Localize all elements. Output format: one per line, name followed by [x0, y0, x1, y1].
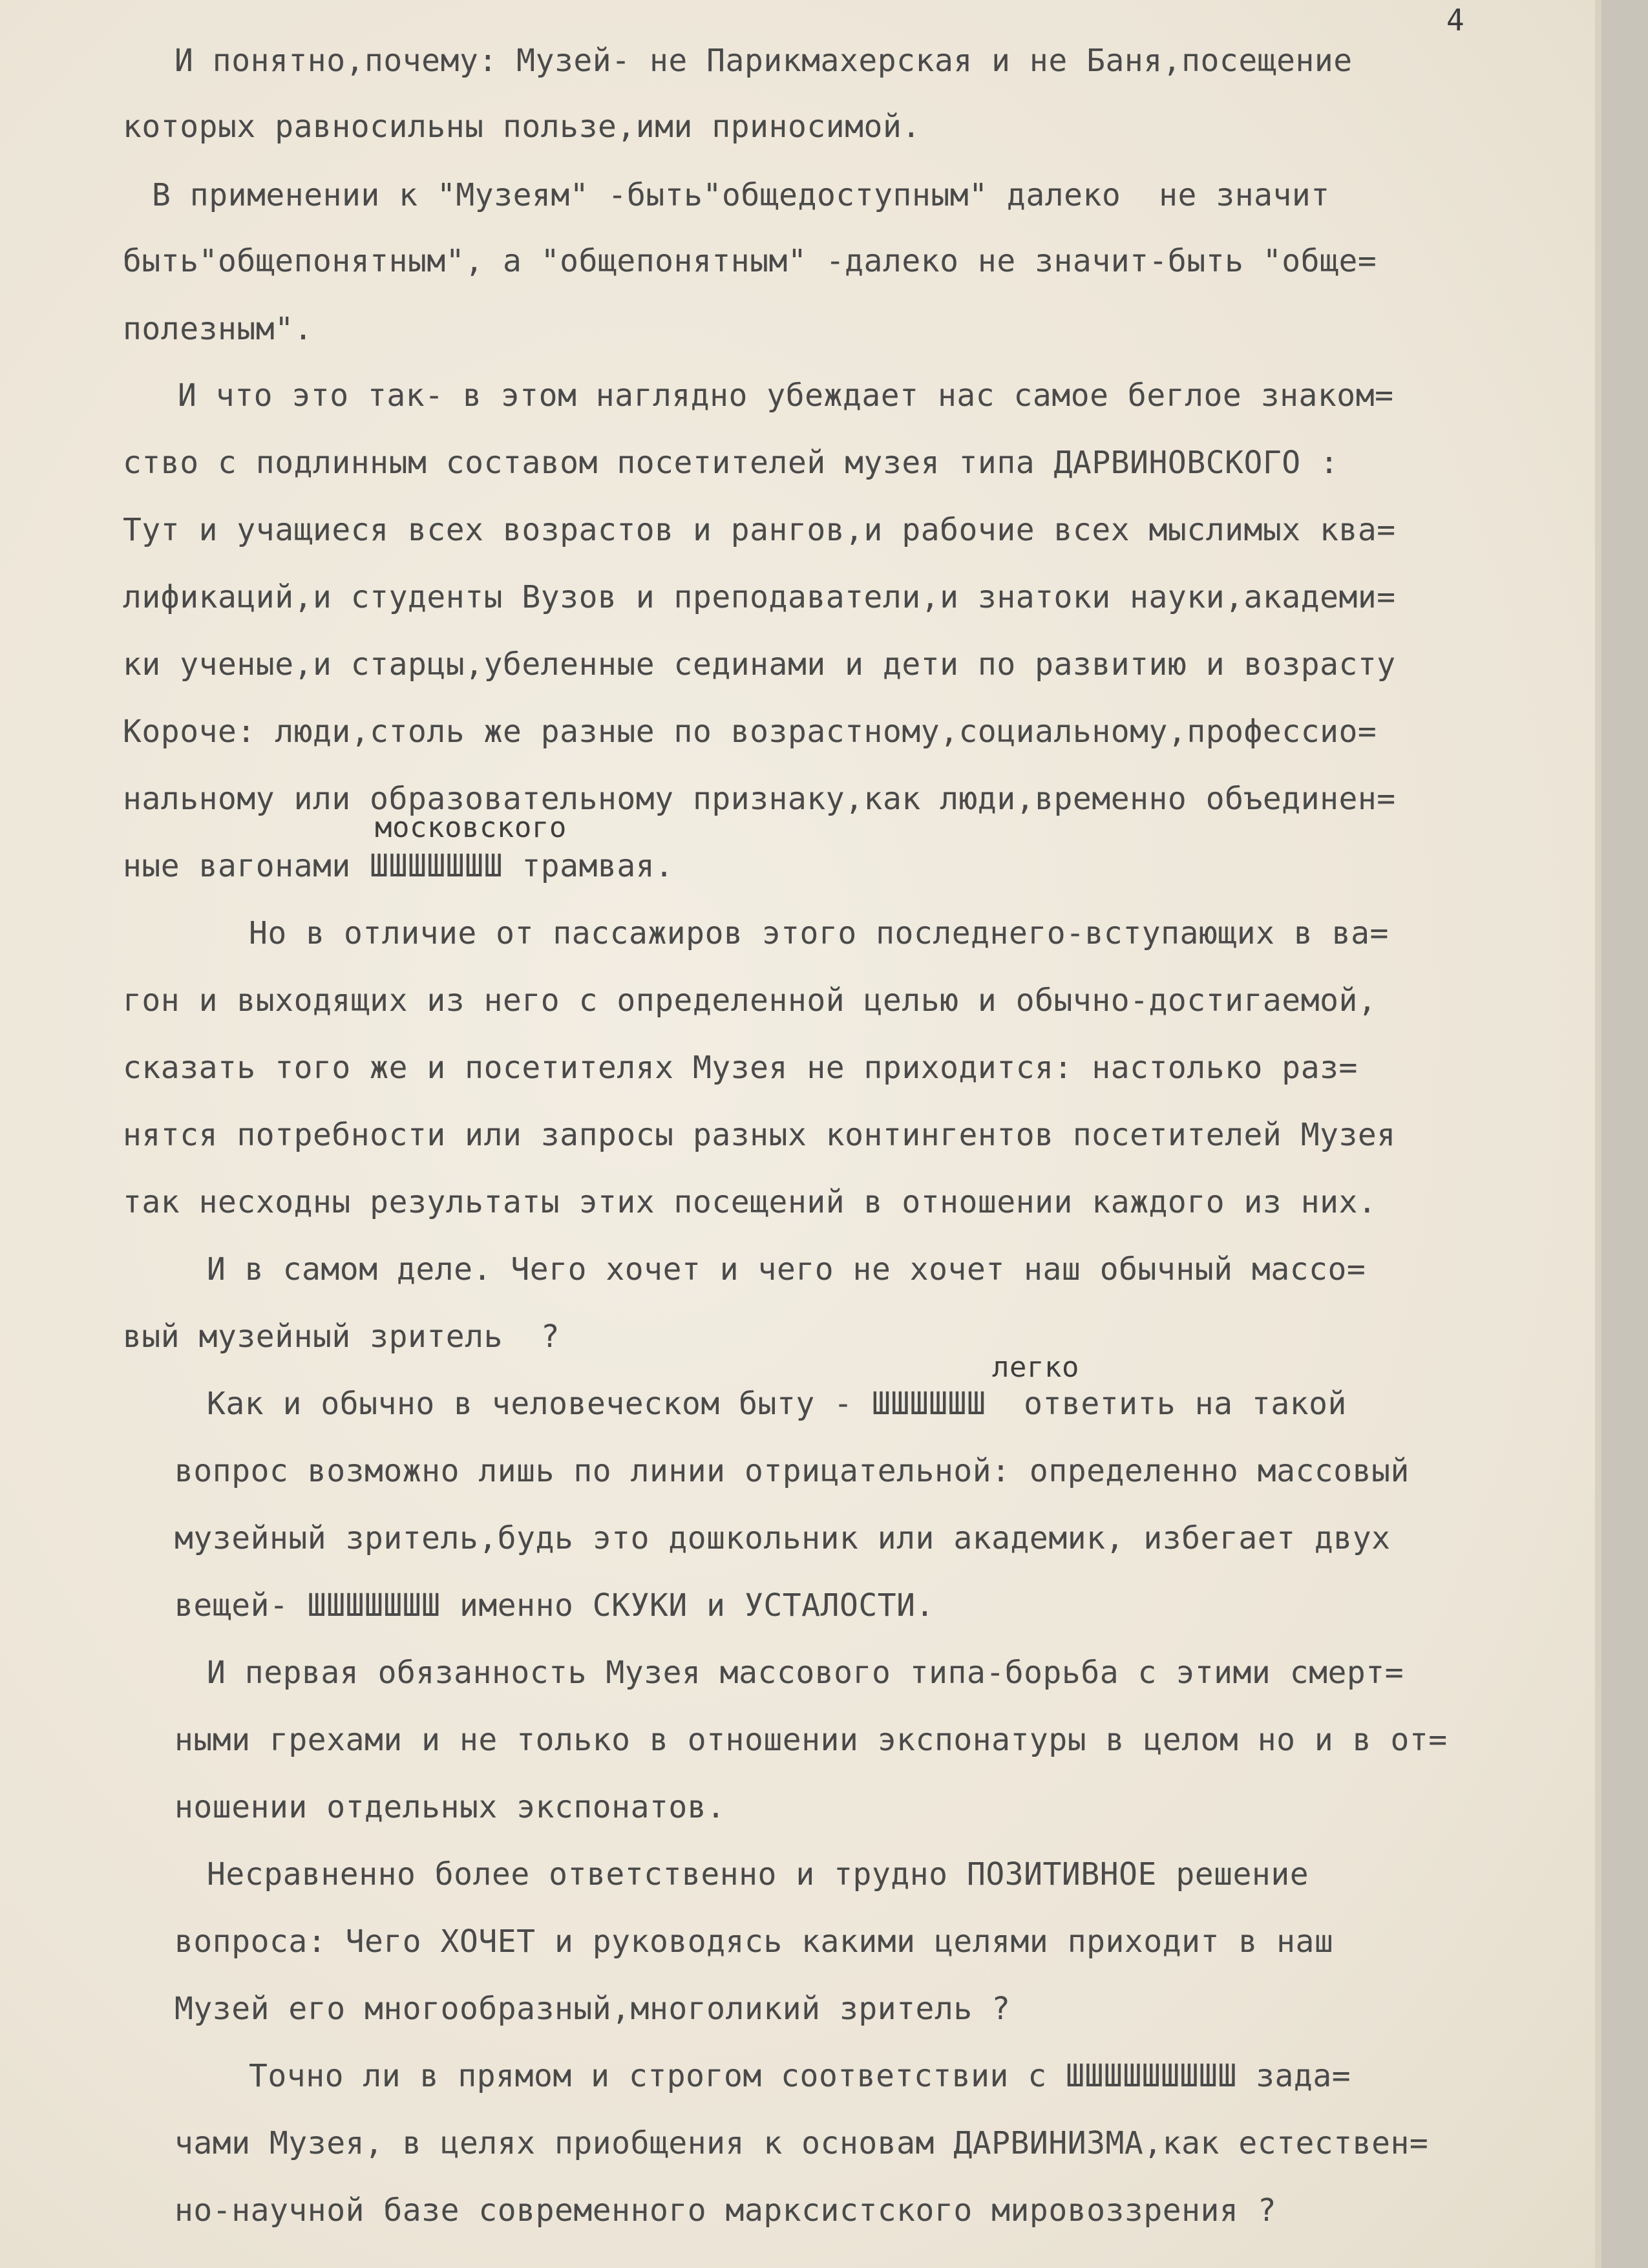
- text-line: сказать того же и посетителях Музея не приходится: настолько раз=: [123, 1050, 1358, 1086]
- text-line: ные вагонами ШШШШШШШ трамвая.: [123, 848, 674, 884]
- text-line: нятся потребности или запросы разных контингентов посетителей Музея: [123, 1117, 1396, 1153]
- handwritten-insertion-moskovskogo: московского: [375, 811, 567, 844]
- text-line: которых равносильны пользе,ими приносимой.: [123, 109, 921, 145]
- text-line: И понятно,почему: Музей- не Парикмахерская и не Баня,посещение: [174, 43, 1353, 79]
- text-line: вый музейный зритель ?: [123, 1319, 560, 1355]
- text-line: нальному или образовательному признаку,как люди,временно объединен=: [123, 781, 1396, 817]
- text-line: И в самом деле. Чего хочет и чего не хочет наш обычный массо=: [207, 1251, 1366, 1288]
- text-line: ными грехами и не только в отношении экспонатуры в целом но и в от=: [174, 1722, 1448, 1758]
- text-line: ство с подлинным составом посетителей музея типа ДАРВИНОВСКОГО :: [123, 445, 1339, 481]
- text-line: Тут и учащиеся всех возрастов и рангов,и рабочие всех мыслимых ква=: [123, 512, 1396, 548]
- text-line: Как и обычно в человеческом быту - ШШШШШШ ответить на такой: [207, 1386, 1347, 1422]
- text-line: Точно ли в прямом и строгом соответствии с ШШШШШШШШШ зада=: [249, 2058, 1351, 2094]
- text-line: быть"общепонятным", а "общепонятным" -далеко не значит-быть "обще=: [123, 243, 1377, 279]
- page-number: 4: [1446, 3, 1464, 37]
- text-line: ношении отдельных экспонатов.: [174, 1789, 726, 1825]
- text-line: Несравненно более ответственно и трудно ПОЗИТИВНОЕ решение: [207, 1856, 1309, 1892]
- text-line: вещей- ШШШШШШШ именно СКУКИ и УСТАЛОСТИ.: [174, 1587, 935, 1624]
- text-line: лификаций,и студенты Вузов и преподаватели,и знатоки науки,академи=: [123, 579, 1396, 615]
- text-line: Музей его многообразный,многоликий зритель ?: [174, 1991, 1011, 2027]
- text-line: гон и выходящих из него с определенной целью и обычно-достигаемой,: [123, 982, 1377, 1019]
- text-line: вопроса: Чего ХОЧЕТ и руководясь какими целями приходит в наш: [174, 1924, 1334, 1960]
- text-line: ки ученые,и старцы,убеленные сединами и дети по развитию и возрасту: [123, 646, 1396, 683]
- text-line: вопрос возможно лишь по линии отрицательной: определенно массовый: [174, 1453, 1410, 1489]
- text-line: чами Музея, в целях приобщения к основам ДАРВИНИЗМА,как естествен=: [174, 2125, 1429, 2161]
- text-line: Короче: люди,столь же разные по возрастному,социальному,профессио=: [123, 714, 1377, 750]
- text-line: В применении к "Музеям" -быть"общедоступным" далеко не значит: [152, 177, 1330, 213]
- text-line: но-научной базе современного марксистского мировоззрения ?: [174, 2192, 1277, 2229]
- text-line: музейный зритель,будь это дошкольник или академик, избегает двух: [174, 1520, 1391, 1556]
- handwritten-insertion-legko: легко: [992, 1351, 1079, 1384]
- text-line: И что это так- в этом наглядно убеждает нас самое беглое знаком=: [178, 377, 1394, 414]
- text-line: Но в отличие от пассажиров этого последнего-вступающих в ва=: [249, 915, 1389, 951]
- text-line: так несходны результаты этих посещений в отношении каждого из них.: [123, 1184, 1377, 1220]
- sheet-edge: [1595, 0, 1601, 2268]
- text-line: И первая обязанность Музея массового типа-борьба с этими смерт=: [207, 1655, 1404, 1691]
- text-line: полезным".: [123, 311, 313, 347]
